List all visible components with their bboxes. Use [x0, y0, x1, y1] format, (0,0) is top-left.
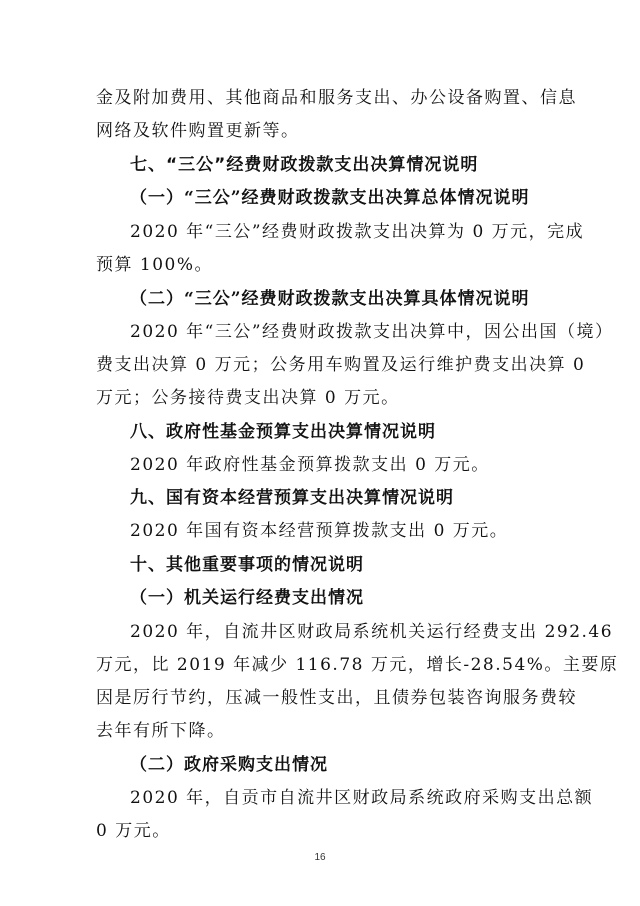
body-line: 万元；公务接待费支出决算 0 万元。	[96, 388, 400, 408]
body-line: 0 万元。	[96, 821, 171, 841]
subsection-heading: （一）机关运行经费支出情况	[130, 588, 364, 608]
body-line: 2020 年国有资本经营预算拨款支出 0 万元。	[130, 521, 509, 541]
body-line: 预算 100%。	[96, 255, 214, 275]
body-line: 2020 年“三公”经费财政拨款支出决算为 0 万元，完成	[130, 222, 585, 242]
subsection-heading: （一）“三公”经费财政拨款支出决算总体情况说明	[130, 188, 530, 208]
section-heading-8: 八、政府性基金预算支出决算情况说明	[130, 422, 436, 442]
section-heading-9: 九、国有资本经营预算支出决算情况说明	[130, 488, 454, 508]
body-line: 2020 年政府性基金预算拨款支出 0 万元。	[130, 455, 490, 475]
body-line: 2020 年，自流井区财政局系统机关运行经费支出 292.46	[130, 622, 614, 642]
body-line: 费支出决算 0 万元；公务用车购置及运行维护费支出决算 0	[96, 355, 586, 375]
body-line: 因是厉行节约，压减一般性支出，且债券包装咨询服务费较	[96, 688, 577, 708]
subsection-heading: （二）“三公”经费财政拨款支出决算具体情况说明	[130, 289, 530, 309]
section-heading-7: 七、“三公”经费财政拨款支出决算情况说明	[130, 155, 479, 175]
body-line: 网络及软件购置更新等。	[96, 121, 300, 141]
body-line: 2020 年“三公”经费财政拨款支出决算中，因公出国（境）	[130, 322, 614, 342]
body-line: 去年有所下降。	[96, 721, 226, 741]
page-number: 16	[314, 852, 326, 863]
body-line: 金及附加费用、其他商品和服务支出、办公设备购置、信息	[96, 88, 577, 108]
section-heading-10: 十、其他重要事项的情况说明	[130, 555, 364, 575]
subsection-heading: （二）政府采购支出情况	[130, 755, 328, 775]
body-line: 2020 年，自贡市自流井区财政局系统政府采购支出总额	[130, 788, 594, 808]
body-line: 万元，比 2019 年减少 116.78 万元，增长-28.54%。主要原	[96, 655, 619, 675]
